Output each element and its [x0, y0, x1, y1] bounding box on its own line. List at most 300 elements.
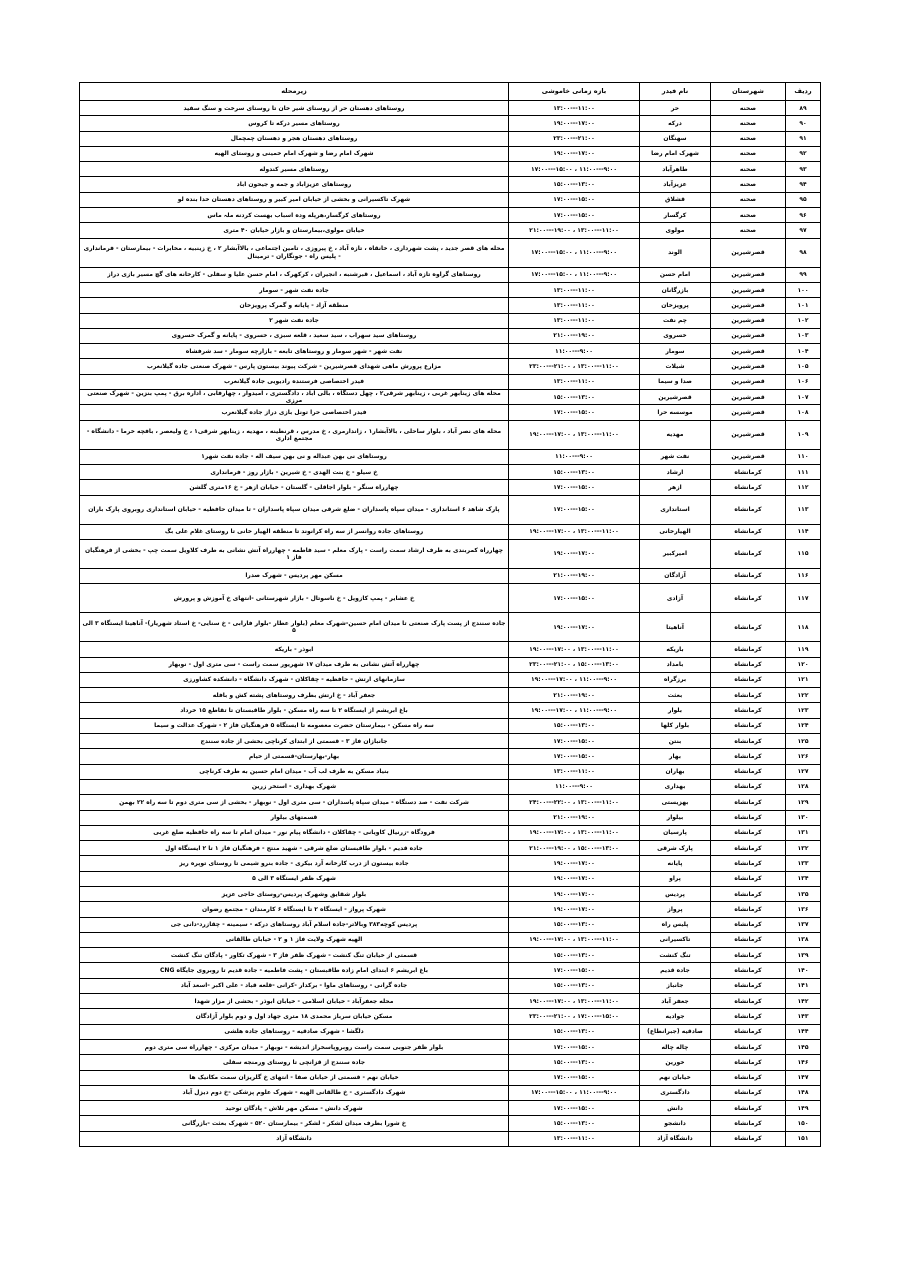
cell-area: جاده گرانی - روستاهای ماوا - برکدار -کرانی -قلعه قباد - علی اکبر -اسعد آباد [80, 978, 509, 993]
table-row [80, 238, 821, 267]
cell-feeder: عزیزآباد [640, 177, 711, 192]
cell-radif: ۱۳۳ [786, 856, 821, 871]
cell-city: صحنه [711, 131, 786, 146]
cell-area: روستاهای دهستان حر از روستای شیر خان تا روستای سرخت و سنگ سفید [80, 101, 509, 116]
cell-feeder: بنتن [640, 734, 711, 749]
cell-radif: ۱۵۱ [786, 1131, 821, 1146]
cell-time: ۹:۰۰---۱۱:۰۰ ، ۱۷:۰۰---۱۹:۰۰ [509, 672, 640, 687]
cell-area: جانبازان فاز ۳ - قسمتی از ابتدای کرناچی بخشی از جاده سنندج [80, 734, 509, 749]
cell-area: جعفر آباد - خ ارتش بطرف روستاهای پشته کش و بافله [80, 688, 509, 703]
cell-area: چهارراه آتش نشانی به طرف میدان ۱۷ شهریور سمت راست - سی متری اول - نوبهار [80, 657, 509, 672]
cell-city: کرمانشاه [711, 568, 786, 583]
table-row [80, 902, 821, 917]
cell-radif: ۱۳۴ [786, 871, 821, 886]
cell-time: ۱۳:۰۰---۱۵:۰۰ [509, 948, 640, 963]
cell-radif: ۱۴۰ [786, 963, 821, 978]
cell-radif: ۱۰۵ [786, 359, 821, 374]
cell-feeder: الوند [640, 238, 711, 267]
cell-radif: ۱۱۵ [786, 539, 821, 568]
cell-time: ۱۵:۰۰---۱۷:۰۰ [509, 208, 640, 223]
table-row [80, 642, 821, 657]
cell-feeder: برزگراه [640, 672, 711, 687]
cell-city: صحنه [711, 208, 786, 223]
cell-time: ۱۵:۰۰---۱۷:۰۰ [509, 749, 640, 764]
cell-city: کرمانشاه [711, 688, 786, 703]
cell-time: ۱۱:۰۰---۱۳:۰۰ [509, 374, 640, 389]
cell-city: کرمانشاه [711, 795, 786, 810]
cell-city: قصرشیرین [711, 420, 786, 449]
cell-radif: ۱۴۵ [786, 1039, 821, 1054]
cell-feeder: صادقیه (جبرانطاع) [640, 1024, 711, 1039]
cell-radif: ۱۰۷ [786, 390, 821, 405]
cell-feeder: استانداری [640, 495, 711, 524]
cell-area: الهیه شهرک ولایت فاز ۱ و ۲ - خیابان طالقانی [80, 932, 509, 947]
cell-radif: ۱۳۹ [786, 948, 821, 963]
cell-radif: ۱۳۲ [786, 841, 821, 856]
cell-city: کرمانشاه [711, 703, 786, 718]
cell-area: محله های قصر جدید ، پشت شهرداری ، خانقاه ، تازه آباد ، خ پیروزی ، تامین اجتماعی ، بالاآبشار ۲ ، خ زینبیه ، مخابرات - بیمارستان - فرمانداری - پلیس راه - جونگاران - ترمینال [80, 238, 509, 267]
table-row [80, 764, 821, 779]
cell-radif: ۱۱۴ [786, 524, 821, 539]
cell-city: کرمانشاه [711, 642, 786, 657]
table-row [80, 359, 821, 374]
cell-time: ۱۳:۰۰---۱۵:۰۰ [509, 465, 640, 480]
cell-city: کرمانشاه [711, 672, 786, 687]
cell-area: روستاهای دهستان هجر و دهستان چمچمال [80, 131, 509, 146]
cell-time: ۹:۰۰---۱۱:۰۰ ، ۱۵:۰۰---۱۷:۰۰ [509, 238, 640, 267]
cell-city: کرمانشاه [711, 902, 786, 917]
cell-city: کرمانشاه [711, 1055, 786, 1070]
cell-feeder: جعفر آباد [640, 994, 711, 1009]
cell-time: ۹:۰۰---۱۱:۰۰ ، ۱۵:۰۰---۱۷:۰۰ [509, 1085, 640, 1100]
cell-area: جاده قدیم - بلوار طاقبستان ضلع شرقی - شهید منتج - فرهنگیان فاز ۱ تا ۲ ایستگاه اول [80, 841, 509, 856]
table-row [80, 932, 821, 947]
cell-radif: ۱۲۱ [786, 672, 821, 687]
cell-city: صحنه [711, 223, 786, 238]
cell-radif: ۱۳۸ [786, 932, 821, 947]
cell-time: ۱۳:۰۰---۱۵:۰۰ ، ۱۹:۰۰---۲۱:۰۰ [509, 841, 640, 856]
table-row [80, 524, 821, 539]
cell-radif: ۱۴۸ [786, 1085, 821, 1100]
cell-area: روستاهای گراوه تازه آباد ، اسماعیل ، قبرشنبه ، انجیران ، کرکهرک ، امام حسن علیا و سفلی - کارخانه های گچ مسیر بازی دراز [80, 267, 509, 282]
cell-radif: ۱۴۶ [786, 1055, 821, 1070]
table-row [80, 405, 821, 420]
cell-radif: ۱۰۸ [786, 405, 821, 420]
cell-time: ۱۳:۰۰---۱۵:۰۰ [509, 177, 640, 192]
cell-feeder: دانش [640, 1101, 711, 1116]
cell-feeder: بیلوار [640, 810, 711, 825]
cell-area: جاده بیستون از درب کارخانه آرد بیکری - جاده بنرو شیمی تا روستای توپره ریز [80, 856, 509, 871]
cell-radif: ۱۲۲ [786, 688, 821, 703]
table-row [80, 994, 821, 1009]
cell-time: ۱۹:۰۰---۲۱:۰۰ [509, 328, 640, 343]
cell-radif: ۱۴۱ [786, 978, 821, 993]
cell-radif: ۱۲۷ [786, 764, 821, 779]
cell-feeder: بعثت [640, 688, 711, 703]
cell-time: ۱۱:۰۰---۱۳:۰۰ ، ۱۷:۰۰---۱۹:۰۰ [509, 994, 640, 1009]
table-row [80, 657, 821, 672]
cell-radif: ۱۲۹ [786, 795, 821, 810]
table-row [80, 328, 821, 343]
table-row [80, 282, 821, 297]
cell-area: ابوذر - باریکه [80, 642, 509, 657]
cell-city: کرمانشاه [711, 764, 786, 779]
cell-radif: ۱۱۹ [786, 642, 821, 657]
cell-area: روستاهای کرگسار،هرپله وده اسباب بهست کردنه ملہ ماس [80, 208, 509, 223]
cell-time: ۱۷:۰۰---۱۹:۰۰ [509, 871, 640, 886]
cell-feeder: جانباز [640, 978, 711, 993]
cell-area: خیابان نهم - قسمتی از خیابان صفا - انتهای خ گلریزان سمت مکانیک ها [80, 1070, 509, 1085]
cell-city: کرمانشاه [711, 465, 786, 480]
cell-area: بلوار ظفر جنوبی سمت راست روبروپاسخراز اندیشه - نوبهار - میدان مرکزی - چهارراه سی متری دوم [80, 1039, 509, 1054]
cell-feeder: بلوار کلها [640, 718, 711, 733]
cell-radif: ۱۲۸ [786, 779, 821, 794]
cell-radif: ۱۲۵ [786, 734, 821, 749]
header-radif: ردیف [786, 83, 821, 101]
cell-feeder: پایانه [640, 856, 711, 871]
cell-feeder: پراو [640, 871, 711, 886]
cell-city: کرمانشاه [711, 810, 786, 825]
cell-area: روستاهای سید سهراب ، سید سعید ، قلعه سبزی ، خسروی - پایانه و گمرک خسروی [80, 328, 509, 343]
cell-city: کرمانشاه [711, 963, 786, 978]
cell-city: کرمانشاه [711, 886, 786, 901]
cell-feeder: خسروی [640, 328, 711, 343]
cell-radif: ۱۰۰ [786, 282, 821, 297]
cell-feeder: کرگسار [640, 208, 711, 223]
cell-area: بهار-بهارستان-قسمتی از خیام [80, 749, 509, 764]
cell-area: محله های نصر آباد ، بلوار ساحلی ، بالاآبشار۱ ، زاندارمری ، خ مدرس ، قرنطینه ، مهدیه ، زینابهر شرقی۱ ، خ ولیعصر ، بافچه خرما - دانشگاه - مجتمع اداری [80, 420, 509, 449]
cell-feeder: پرویزخان [640, 298, 711, 313]
cell-feeder: پارسیان [640, 825, 711, 840]
cell-area: جاده سنندج از پست پارک صنعتی تا میدان امام حسین-شهرک معلم (بلوار عطار -بلوار فارابی - خ سنایی- خ استاد شهریار)- آناهیتا ایستگاه ۳ الی ۵ [80, 613, 509, 642]
cell-city: قصرشیرین [711, 282, 786, 297]
cell-area: شهرک ظفر ایستگاه ۳ الی ۵ [80, 871, 509, 886]
cell-time: ۱۵:۰۰---۱۷:۰۰ [509, 495, 640, 524]
cell-feeder: تنگ کنشت [640, 948, 711, 963]
table-row [80, 1009, 821, 1024]
cell-radif: ۱۲۳ [786, 703, 821, 718]
cell-area: قسمتی از خیابان تنگ کنشت - شهرک ظفر فاز ۳ - شهرک تکاور - پادگان تنگ کنشت [80, 948, 509, 963]
cell-time: ۱۱:۰۰---۱۳:۰۰ ، ۱۹:۰۰---۲۱:۰۰ [509, 223, 640, 238]
cell-radif: ۱۲۴ [786, 718, 821, 733]
cell-city: کرمانشاه [711, 932, 786, 947]
cell-radif: ۹۵ [786, 192, 821, 207]
cell-area: قسمتهای بیلوار [80, 810, 509, 825]
cell-time: ۱۷:۰۰---۱۹:۰۰ [509, 856, 640, 871]
cell-area: شهرک دانش - مسکن مهر تلاش - پادگان توحید [80, 1101, 509, 1116]
cell-city: کرمانشاه [711, 718, 786, 733]
cell-radif: ۱۰۲ [786, 313, 821, 328]
cell-feeder: امام حسن [640, 267, 711, 282]
cell-area: منطقه آزاد - پایانه و گمرک پرویزخان [80, 298, 509, 313]
table-row [80, 480, 821, 495]
cell-area: روستاهای مسیر کندوله [80, 162, 509, 177]
cell-time: ۱۱:۰۰---۱۳:۰۰ ، ۱۷:۰۰---۱۹:۰۰ [509, 524, 640, 539]
cell-city: کرمانشاه [711, 1009, 786, 1024]
cell-feeder: جاده قدیم [640, 963, 711, 978]
cell-city: قصرشیرین [711, 390, 786, 405]
cell-area: دلگشا - شهرک صادقیه - روستاهای جاده هلشی [80, 1024, 509, 1039]
cell-area: فرودگاه -زرنیال کاویانی - چقاکلان - دانشگاه پیام نور - میدان امام تا سه راه حافظیه ضلع غربی [80, 825, 509, 840]
cell-time: ۱۷:۰۰---۱۹:۰۰ [509, 886, 640, 901]
cell-area: مسکن مهر پردیس - شهرک صدرا [80, 568, 509, 583]
cell-area: روستاهای مسیر درکه تا کروس [80, 116, 509, 131]
table-row [80, 917, 821, 932]
cell-radif: ۹۹ [786, 267, 821, 282]
table-row [80, 116, 821, 131]
cell-area: جاده سنندج از قزانچی تا روستای ورمنجه سفلی [80, 1055, 509, 1070]
table-row [80, 795, 821, 810]
cell-feeder: باریکه [640, 642, 711, 657]
table-row [80, 1055, 821, 1070]
cell-city: کرمانشاه [711, 584, 786, 613]
cell-time: ۱۱:۰۰---۱۳:۰۰ ، ۱۷:۰۰---۱۹:۰۰ [509, 825, 640, 840]
table-row [80, 101, 821, 116]
table-row [80, 465, 821, 480]
cell-feeder: چاله چاله [640, 1039, 711, 1054]
table-row [80, 584, 821, 613]
cell-time: ۹:۰۰---۱۱:۰۰ ، ۱۷:۰۰---۱۹:۰۰ [509, 703, 640, 718]
cell-feeder: بهار [640, 749, 711, 764]
cell-time: ۱۵:۰۰---۱۷:۰۰ [509, 963, 640, 978]
cell-area: پردیس کوچه۳۸۳ وبالاتر-جاده اسلام آباد روستاهای درکه - سیمینه - چقازرد-دانی جی [80, 917, 509, 932]
header-time: بازه زمانی خاموشی [509, 83, 640, 101]
cell-time: ۱۱:۰۰---۱۳:۰۰ [509, 101, 640, 116]
cell-feeder: طاهرآباد [640, 162, 711, 177]
cell-area: بلوار شقایق وشهرک پردیس-روستای حاجی عزیز [80, 886, 509, 901]
cell-city: کرمانشاه [711, 495, 786, 524]
cell-time: ۱۵:۰۰---۱۷:۰۰ [509, 192, 640, 207]
cell-area: سه راه مسکن - بیمارستان حضرت معصومه تا ایستگاه ۵ فرهنگیان فاز ۲ - شهرک عدالت و سیما [80, 718, 509, 733]
cell-feeder: پلیس راه [640, 917, 711, 932]
cell-time: ۱۹:۰۰---۲۱:۰۰ [509, 568, 640, 583]
cell-feeder: سومار [640, 344, 711, 359]
table-row [80, 856, 821, 871]
cell-area: خیابان مولوی،بیمارستان و بازار خیابان ۴۰ متری [80, 223, 509, 238]
cell-feeder: بازرگانان [640, 282, 711, 297]
cell-radif: ۱۱۱ [786, 465, 821, 480]
table-row [80, 825, 821, 840]
cell-feeder: تاکسیرانی [640, 932, 711, 947]
table-row [80, 749, 821, 764]
table-body [80, 101, 821, 1147]
cell-radif: ۱۱۳ [786, 495, 821, 524]
cell-area: بنیاد مسکن به طرف لب آب - میدان امام حسین به طرف کرناچی [80, 764, 509, 779]
cell-radif: ۱۴۹ [786, 1101, 821, 1116]
cell-time: ۹:۰۰---۱۱:۰۰ ، ۱۵:۰۰---۱۷:۰۰ [509, 267, 640, 282]
cell-area: سازمانهای ارتش - حافظیه - چقاکلان - شهرک دانشگاه - دانشکده کشاورزی [80, 672, 509, 687]
cell-time: ۱۱:۰۰---۱۳:۰۰ ، ۱۷:۰۰---۱۹:۰۰ [509, 642, 640, 657]
cell-time: ۱۹:۰۰---۲۱:۰۰ [509, 688, 640, 703]
cell-radif: ۱۳۷ [786, 917, 821, 932]
table-row [80, 131, 821, 146]
table-row [80, 1024, 821, 1039]
header-area: زیرمحله [80, 83, 509, 101]
cell-city: کرمانشاه [711, 524, 786, 539]
cell-city: کرمانشاه [711, 1116, 786, 1131]
table-row [80, 420, 821, 449]
cell-city: قصرشیرین [711, 267, 786, 282]
cell-feeder: نفت شهر [640, 449, 711, 464]
cell-feeder: مهدیه [640, 420, 711, 449]
cell-city: کرمانشاه [711, 657, 786, 672]
cell-radif: ۹۸ [786, 238, 821, 267]
cell-time: ۱۳:۰۰---۱۵:۰۰ [509, 1024, 640, 1039]
cell-radif: ۱۴۳ [786, 1009, 821, 1024]
header-city: شهرستان [711, 83, 786, 101]
table-row [80, 449, 821, 464]
cell-time: ۱۷:۰۰---۱۹:۰۰ [509, 116, 640, 131]
table-row [80, 810, 821, 825]
cell-feeder: ارشاد [640, 465, 711, 480]
table-row [80, 313, 821, 328]
cell-area: شهرک تاکسیرانی و بخشی از خیابان امیر کبیر و روستاهای دهستان خدا بنده لو [80, 192, 509, 207]
cell-time: ۱۳:۰۰---۱۵:۰۰ [509, 718, 640, 733]
table-row [80, 779, 821, 794]
cell-time: ۹:۰۰---۱۱:۰۰ [509, 344, 640, 359]
cell-city: قصرشیرین [711, 449, 786, 464]
cell-time: ۱۷:۰۰---۱۹:۰۰ [509, 902, 640, 917]
cell-area: مزارع پرورش ماهی شهدای قصرشیرین - شرکت پیوند بیستون پارس - شهرک صنعتی جاده گیلانغرب [80, 359, 509, 374]
cell-feeder: پارک شرقی [640, 841, 711, 856]
outage-table [79, 82, 821, 1147]
cell-city: کرمانشاه [711, 749, 786, 764]
cell-radif: ۹۰ [786, 116, 821, 131]
table-row [80, 841, 821, 856]
cell-area: پارک شاهد ۶ استانداری - میدان سپاه پاسداران - ضلع شرقی میدان سپاه پاسداران - تا میدان حافظیه - خیابان استانداری روبروی پارک باران [80, 495, 509, 524]
cell-radif: ۱۴۴ [786, 1024, 821, 1039]
cell-area: باغ ابریشم از ایستگاه ۲ تا سه راه مسکن - بلوار طاقبستان تا تقاطع ۱۵ خرداد [80, 703, 509, 718]
cell-feeder: قصرشیرین [640, 390, 711, 405]
table-row [80, 208, 821, 223]
cell-area: جاده نفت شهر ۲ [80, 313, 509, 328]
cell-city: قصرشیرین [711, 328, 786, 343]
cell-time: ۱۱:۰۰---۱۳:۰۰ [509, 282, 640, 297]
cell-radif: ۹۲ [786, 146, 821, 161]
cell-radif: ۹۱ [786, 131, 821, 146]
cell-time: ۱۷:۰۰---۱۹:۰۰ [509, 613, 640, 642]
cell-time: ۱۵:۰۰---۱۷:۰۰ [509, 1070, 640, 1085]
cell-feeder: بلوار [640, 703, 711, 718]
cell-city: کرمانشاه [711, 1024, 786, 1039]
cell-area: چهارراه کمربندی به طرف ارشاد سمت راست - پارک معلم - سید فاطمه - چهارراه آتش نشانی به طرف کلاویل سمت چپ - بخشی از فرهنگیان فاز ۱ [80, 539, 509, 568]
cell-radif: ۱۱۰ [786, 449, 821, 464]
table-row [80, 162, 821, 177]
cell-area: باغ ابریشم ۶ ابتدای امام زاده طاقبستان - پشت فاطمیه - جاده قدیم تا روبروی جایگاه CNG [80, 963, 509, 978]
cell-feeder: آناهیتا [640, 613, 711, 642]
cell-area: شهرک امام رضا و شهرک امام خمینی و روستای الهیه [80, 146, 509, 161]
cell-radif: ۱۴۲ [786, 994, 821, 1009]
cell-city: صحنه [711, 177, 786, 192]
cell-city: قصرشیرین [711, 344, 786, 359]
cell-area: خ سیلو - خ بنت الهدی - خ شیرین - بازار روز - فرمانداری [80, 465, 509, 480]
cell-area: محله جعفرآباد - خیابان اسلامی - خیابان ابوذر - بخشی از مزار شهدا [80, 994, 509, 1009]
cell-radif: ۱۱۶ [786, 568, 821, 583]
table-row [80, 344, 821, 359]
cell-time: ۱۵:۰۰---۱۷:۰۰ [509, 584, 640, 613]
cell-time: ۹:۰۰---۱۱:۰۰ [509, 779, 640, 794]
cell-time: ۱۵:۰۰---۱۷:۰۰ [509, 480, 640, 495]
cell-area: خ شورا بطرف میدان لشکر - لشکر - بیمارستان ۵۲۰ - شهرک بعثت -بازرگانی [80, 1116, 509, 1131]
cell-feeder: پردیس [640, 886, 711, 901]
table-row [80, 192, 821, 207]
cell-area: خ عشایر - پمپ کازویل - خ ناسوتال - بازار شهرستانی -انتهای خ آموزش و پرورش [80, 584, 509, 613]
cell-feeder: شهرک امام رضا [640, 146, 711, 161]
cell-feeder: چم نفت [640, 313, 711, 328]
table-row [80, 539, 821, 568]
cell-radif: ۱۰۴ [786, 344, 821, 359]
cell-radif: ۱۳۶ [786, 902, 821, 917]
cell-city: صحنه [711, 162, 786, 177]
cell-city: قصرشیرین [711, 298, 786, 313]
table-header-row [80, 83, 821, 101]
cell-area: مسکن خیابان سرباز محمدی ۱۸ متری جهاد اول و دوم بلوار آزادگان [80, 1009, 509, 1024]
cell-city: قصرشیرین [711, 359, 786, 374]
cell-city: صحنه [711, 192, 786, 207]
cell-city: کرمانشاه [711, 856, 786, 871]
cell-feeder: آزادگان [640, 568, 711, 583]
cell-time: ۱۱:۰۰---۱۳:۰۰ ، ۲۲:۰۰---۲۴:۰۰ [509, 795, 640, 810]
table-row [80, 298, 821, 313]
table-row [80, 177, 821, 192]
cell-radif: ۹۴ [786, 177, 821, 192]
cell-radif: ۹۷ [786, 223, 821, 238]
cell-time: ۱۳:۰۰---۱۵:۰۰ [509, 1116, 640, 1131]
cell-radif: ۹۶ [786, 208, 821, 223]
cell-radif: ۱۵۰ [786, 1116, 821, 1131]
cell-area: جاده نفت شهر - سومار [80, 282, 509, 297]
cell-radif: ۱۲۶ [786, 749, 821, 764]
cell-feeder: دادگستری [640, 1085, 711, 1100]
cell-feeder: دانشجو [640, 1116, 711, 1131]
cell-city: قصرشیرین [711, 405, 786, 420]
table-row [80, 871, 821, 886]
table-row [80, 978, 821, 993]
cell-radif: ۱۰۹ [786, 420, 821, 449]
cell-city: کرمانشاه [711, 1131, 786, 1146]
table-row [80, 963, 821, 978]
cell-area: شهرک پرواز - ایستگاه ۲ تا ایستگاه ۶ کارمندان - مجتمع رضوان [80, 902, 509, 917]
cell-area: نفت شهر - شهر سومار و روستاهای تابعه - بازارچه سومار - سد شرفشاه [80, 344, 509, 359]
cell-feeder: سهنگان [640, 131, 711, 146]
table-row [80, 1039, 821, 1054]
cell-radif: ۱۰۳ [786, 328, 821, 343]
table-row [80, 374, 821, 389]
cell-time: ۱۵:۰۰---۱۷:۰۰ [509, 1101, 640, 1116]
cell-time: ۱۱:۰۰---۱۳:۰۰ ، ۲۱:۰۰---۲۳:۰۰ [509, 359, 640, 374]
cell-time: ۱۳:۰۰---۱۵:۰۰ [509, 917, 640, 932]
cell-area: شرکت نفت - صد دستگاه - میدان سپاه پاسداران - سی متری اول - نوبهار - بخشی از سی متری دوم تا سه راه ۲۲ بهمن [80, 795, 509, 810]
cell-city: کرمانشاه [711, 539, 786, 568]
cell-city: کرمانشاه [711, 1039, 786, 1054]
cell-area: فیدر اختصاصی فرستنده رادیویی جاده گیلانغرب [80, 374, 509, 389]
cell-city: کرمانشاه [711, 871, 786, 886]
cell-time: ۱۳:۰۰---۱۵:۰۰ [509, 1055, 640, 1070]
table-row [80, 886, 821, 901]
cell-time: ۱۱:۰۰---۱۳:۰۰ [509, 313, 640, 328]
table-row [80, 1070, 821, 1085]
cell-time: ۱۵:۰۰---۱۷:۰۰ [509, 405, 640, 420]
cell-city: کرمانشاه [711, 841, 786, 856]
cell-city: کرمانشاه [711, 1070, 786, 1085]
table-row [80, 495, 821, 524]
cell-radif: ۱۱۷ [786, 584, 821, 613]
table-row [80, 718, 821, 733]
cell-time: ۱۱:۰۰---۱۳:۰۰ ، ۱۷:۰۰---۱۹:۰۰ [509, 420, 640, 449]
cell-radif: ۱۲۰ [786, 657, 821, 672]
cell-feeder: دانشگاه آزاد [640, 1131, 711, 1146]
cell-time: ۱۷:۰۰---۱۹:۰۰ [509, 146, 640, 161]
